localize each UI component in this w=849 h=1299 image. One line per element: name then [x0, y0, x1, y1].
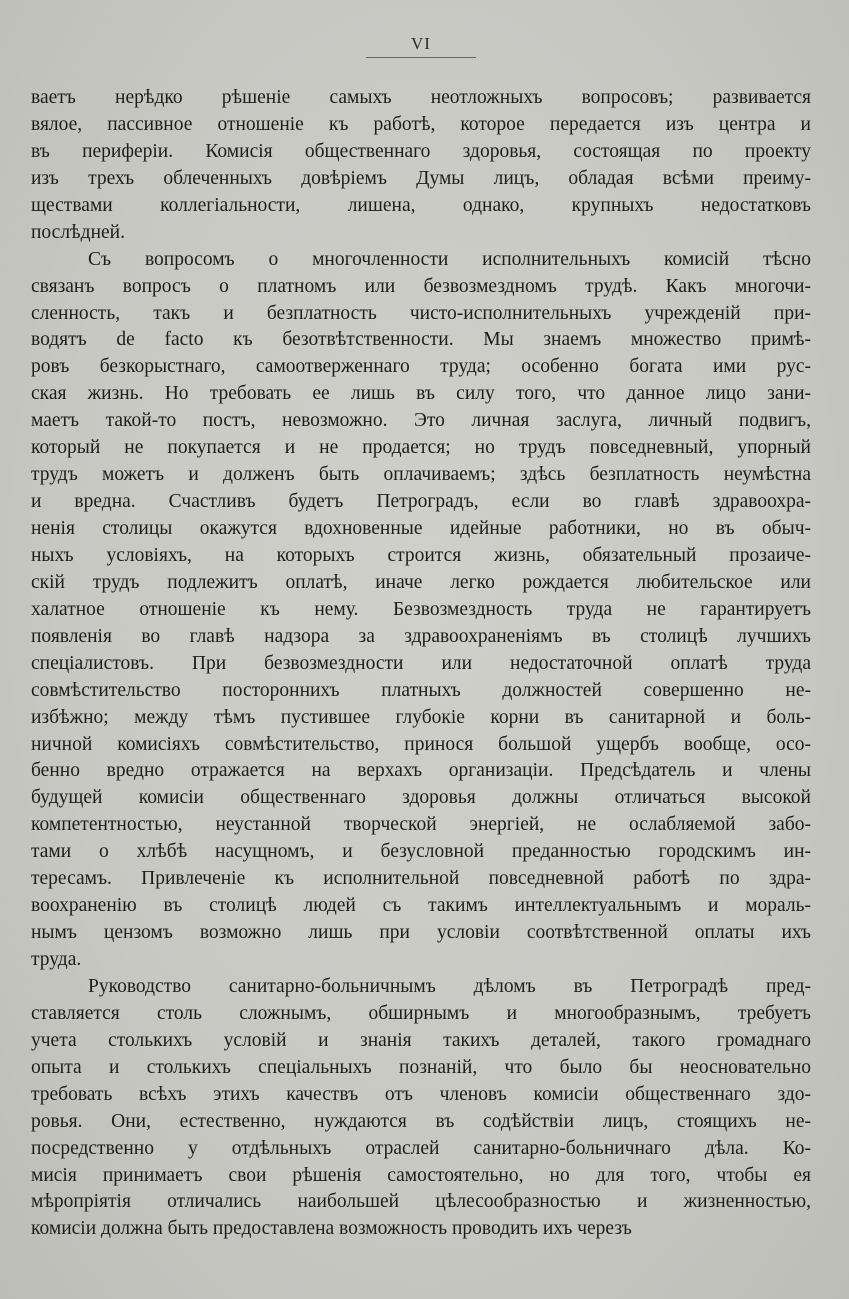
text-line: ныхъ условiяхъ, на которыхъ строится жизнь, обязательный прозаиче-: [31, 544, 811, 566]
text-line: появленiя во главѣ надзора за здравоохраненiямъ въ столицѣ лучшихъ: [31, 625, 811, 647]
text-line: воохраненiю въ столицѣ людей съ такимъ интеллектуальнымъ и мораль-: [31, 895, 811, 917]
text-line: послѣдней.: [31, 221, 125, 243]
text-line: мисiя принимаетъ свои рѣшенiя самостоятельно, но для того, чтобы ея: [31, 1164, 811, 1186]
text-line: Руководство санитарно-больничнымъ дѣломъ въ Петроградѣ пред-: [88, 975, 811, 997]
text-line: тересамъ. Привлеченiе къ исполнительной повседневной работѣ по здра-: [31, 868, 811, 890]
text-line: мѣропрiятiя отличались наибольшей цѣлесообразностью и жизненностью,: [31, 1191, 811, 1213]
text-line: въ периферiи. Комисiя общественнаго здоровья, состоящая по проекту: [31, 140, 811, 162]
text-line: который не покупается и не продается; но трудъ повседневный, упорный: [31, 437, 811, 459]
text-line: опыта и столькихъ спецiальныхъ познанiй, что было бы неосновательно: [31, 1056, 811, 1078]
text-line: требовать всѣхъ этихъ качествъ отъ членовъ комисiи общественнаго здо-: [31, 1083, 811, 1105]
text-line: и вредна. Счастливъ будетъ Петроградъ, если во главѣ здравоохра-: [31, 491, 811, 513]
text-line: комисiи должна быть предоставлена возможность проводить ихъ черезъ: [31, 1218, 632, 1240]
page-header: [366, 34, 476, 58]
text-line: труда.: [31, 949, 82, 970]
text-line: сленность, такъ и безплатность чисто-исполнительныхъ учрежденiй при-: [31, 302, 811, 324]
text-line: ровъ безкорыстнаго, самоотверженнаго труда; особенно богата ими рус-: [31, 356, 811, 378]
text-line: скiй трудъ подлежитъ оплатѣ, иначе легко рождается любительское или: [31, 571, 811, 593]
text-line: учета столькихъ условiй и знанiя такихъ деталей, такого громаднаго: [31, 1029, 811, 1051]
page-number: VI: [411, 34, 431, 53]
text-line: Съ вопросомъ о многочленности исполнительныхъ комисiй тѣсно: [88, 248, 811, 270]
text-line: вялое, пассивное отношенiе къ работѣ, которое передается изъ центра и: [31, 113, 811, 135]
body-text: [31, 85, 811, 1243]
text-line: изъ трехъ облеченныхъ довѣрiемъ Думы лицъ, обладая всѣми преиму-: [31, 167, 811, 189]
text-line: компетентностью, неустанной творческой энергiей, не ослабляемой забо-: [31, 814, 811, 836]
text-line: избѣжно; между тѣмъ пустившее глубокiе корни въ санитарной и боль-: [31, 706, 811, 728]
text-line: ненiя столицы окажутся вдохновенные идейные работники, но въ обыч-: [31, 518, 811, 539]
text-line: ществами коллегiальности, лишена, однако, крупныхъ недостатковъ: [31, 194, 811, 216]
text-line: ничной комисiяхъ совмѣстительство, принося большой ущербъ вообще, осо-: [31, 733, 811, 755]
text-line: трудъ можетъ и долженъ быть оплачиваемъ; здѣсь безплатность неумѣстна: [31, 464, 811, 486]
paragraph: [31, 85, 811, 247]
text-line: совмѣстительство постороннихъ платныхъ должностей совершенно не-: [31, 679, 811, 701]
text-line: посредственно у отдѣльныхъ отраслей санитарно-больничнаго дѣла. Ко-: [31, 1137, 811, 1159]
text-line: тами о хлѣбѣ насущномъ, и безусловной преданностью городскимъ ин-: [31, 841, 811, 863]
text-line: маетъ такой-то постъ, невозможно. Это личная заслуга, личный подвигъ,: [31, 410, 811, 432]
header-rule: [366, 57, 476, 58]
paragraph: [31, 974, 811, 1243]
text-line: бенно вредно отражается на верхахъ организацiи. Предсѣдатель и члены: [31, 760, 811, 782]
text-line: будущей комисiи общественнаго здоровья должны отличаться высокой: [31, 787, 811, 809]
text-line: ставляется столь сложнымъ, обширнымъ и многообразнымъ, требуетъ: [31, 1002, 811, 1024]
text-line: нымъ цензомъ возможно лишь при условiи соотвѣтственной оплаты ихъ: [31, 922, 811, 944]
text-line: связанъ вопросъ о платномъ или безвозмездномъ трудѣ. Какъ многочи-: [31, 275, 811, 297]
text-line: халатное отношенiе къ нему. Безвозмездность труда не гарантируетъ: [31, 598, 811, 620]
text-line: ская жизнь. Но требовать ее лишь въ силу того, что данное лицо зани-: [31, 383, 811, 405]
text-line: спецiалистовъ. При безвозмездности или недостаточной оплатѣ труда: [31, 652, 811, 674]
text-line: водятъ de facto къ безотвѣтственности. Мы знаемъ множество примѣ-: [31, 329, 811, 351]
text-line: ровья. Они, естественно, нуждаются въ содѣйствiи лицъ, стоящихъ не-: [31, 1110, 811, 1132]
text-line: ваетъ нерѣдко рѣшенiе самыхъ неотложныхъ вопросовъ; развивается: [31, 87, 811, 108]
paragraph: [31, 247, 811, 974]
